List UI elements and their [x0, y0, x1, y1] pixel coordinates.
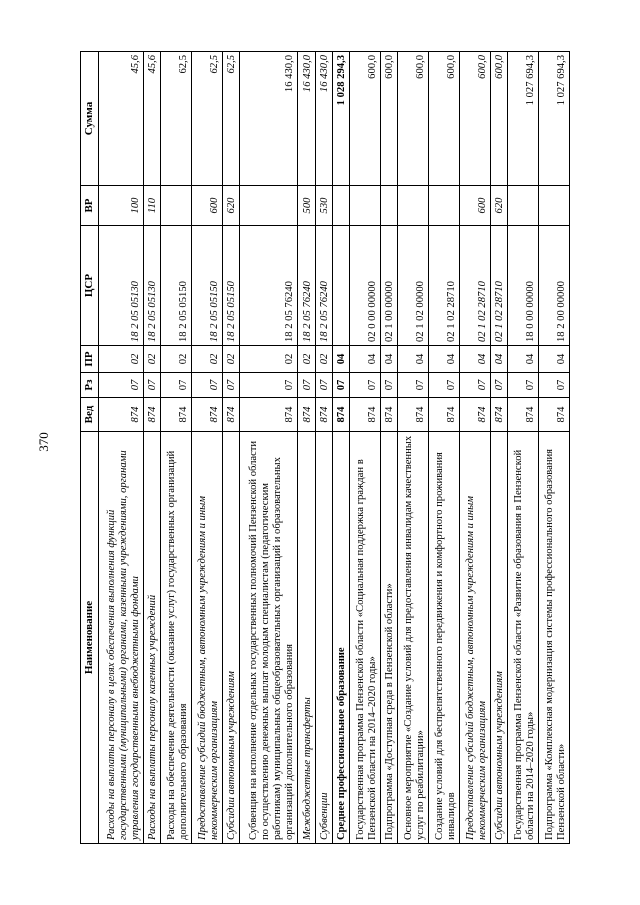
cell-csr: 18 0 00 00000: [508, 226, 539, 346]
page-number: 370: [36, 432, 51, 452]
table-row: [239, 52, 297, 844]
cell-sum: 16 430,0: [298, 52, 315, 186]
cell-rz: 07: [143, 373, 160, 398]
cell-name: Предоставление субсидий бюджетным, автономным учреждениям и иным некоммерческим организациям: [459, 432, 490, 844]
cell-rz: 07: [380, 373, 397, 398]
cell-name: Субсидии автономным учреждениям: [490, 432, 507, 844]
cell-name: Расходы на обеспечение деятельности (оказание услуг) государственных организаций дополнительного образования: [160, 432, 191, 844]
table-row: [349, 52, 380, 844]
cell-ved: 874: [428, 398, 459, 432]
table-row: [298, 52, 315, 844]
cell-vr: 500: [298, 186, 315, 226]
cell-name: Субвенция на исполнение отдельных государственных полномочий Пензенской области по осуществлению денежных выплат молодым специалистам (педагогическим работникам) муниципальных общеобразовательных организаций и образовательных организаций дополнительного образования: [239, 432, 297, 844]
table-row: [315, 52, 332, 844]
cell-vr: [508, 186, 539, 226]
cell-csr: [332, 226, 349, 346]
budget-table: [80, 51, 570, 844]
cell-pr: 02: [191, 346, 222, 373]
table-row: [191, 52, 222, 844]
cell-sum: 45,6: [99, 52, 144, 186]
cell-csr: 18 2 05 05150: [191, 226, 222, 346]
cell-sum: 1 028 294,3: [332, 52, 349, 186]
cell-sum: 62,5: [191, 52, 222, 186]
cell-sum: 600,0: [459, 52, 490, 186]
cell-vr: 600: [191, 186, 222, 226]
cell-sum: 1 027 694,3: [508, 52, 539, 186]
cell-pr: 04: [380, 346, 397, 373]
cell-sum: 600,0: [398, 52, 429, 186]
cell-rz: 07: [99, 373, 144, 398]
cell-name: Государственная программа Пензенской области «Социальная поддержка граждан в Пензенской области на 2014–2020 годы»: [349, 432, 380, 844]
cell-ved: 874: [191, 398, 222, 432]
cell-rz: 07: [191, 373, 222, 398]
header-csr: ЦСР: [81, 226, 99, 346]
cell-name: Создание условий для беспрепятственного передвижения и комфортного проживания инвалидов: [428, 432, 459, 844]
cell-name: Расходы на выплаты персоналу в целях обеспечения выполнения функций государственными (муниципальными) органами, казенными учреждениями, органами управления государственными внебюджетными фондами: [99, 432, 144, 844]
cell-pr: 02: [143, 346, 160, 373]
table-row: [222, 52, 239, 844]
cell-vr: 100: [99, 186, 144, 226]
cell-csr: 18 2 05 76240: [298, 226, 315, 346]
cell-csr: 02 1 02 28710: [459, 226, 490, 346]
cell-vr: [538, 186, 569, 226]
cell-ved: 874: [459, 398, 490, 432]
cell-vr: 620: [222, 186, 239, 226]
cell-rz: 07: [239, 373, 297, 398]
table-header-row: [81, 52, 99, 844]
cell-ved: 874: [160, 398, 191, 432]
cell-sum: 600,0: [349, 52, 380, 186]
cell-pr: 04: [332, 346, 349, 373]
cell-rz: 07: [315, 373, 332, 398]
cell-ved: 874: [239, 398, 297, 432]
cell-csr: 18 2 05 05150: [160, 226, 191, 346]
cell-rz: 07: [349, 373, 380, 398]
cell-ved: 874: [349, 398, 380, 432]
cell-ved: 874: [508, 398, 539, 432]
cell-pr: 02: [239, 346, 297, 373]
cell-pr: 04: [490, 346, 507, 373]
cell-csr: 18 2 05 76240: [239, 226, 297, 346]
cell-csr: 18 2 05 05150: [222, 226, 239, 346]
cell-rz: 07: [332, 373, 349, 398]
header-vr: ВР: [81, 186, 99, 226]
cell-vr: 600: [459, 186, 490, 226]
cell-vr: [349, 186, 380, 226]
cell-pr: 02: [99, 346, 144, 373]
table-row: [143, 52, 160, 844]
cell-vr: 110: [143, 186, 160, 226]
cell-ved: 874: [380, 398, 397, 432]
cell-name: Предоставление субсидий бюджетным, автономным учреждениям и иным некоммерческим организациям: [191, 432, 222, 844]
cell-csr: 02 1 00 00000: [380, 226, 397, 346]
cell-name: Подпрограмма «Доступная среда в Пензенской области»: [380, 432, 397, 844]
cell-pr: 02: [222, 346, 239, 373]
table-row: [332, 52, 349, 844]
cell-pr: 04: [459, 346, 490, 373]
cell-vr: [332, 186, 349, 226]
cell-pr: 02: [298, 346, 315, 373]
cell-name: Субвенции: [315, 432, 332, 844]
cell-vr: 530: [315, 186, 332, 226]
cell-pr: 04: [508, 346, 539, 373]
cell-sum: 45,6: [143, 52, 160, 186]
cell-rz: 07: [298, 373, 315, 398]
cell-pr: 04: [538, 346, 569, 373]
cell-name: Государственная программа Пензенской области «Развитие образования в Пензенской области на 2014–2020 годы»: [508, 432, 539, 844]
table-body: [99, 52, 570, 844]
table-row: [508, 52, 539, 844]
cell-vr: [239, 186, 297, 226]
header-ved: Вед: [81, 398, 99, 432]
cell-rz: 07: [222, 373, 239, 398]
cell-pr: 02: [160, 346, 191, 373]
cell-name: Подпрограмма «Комплексная модернизация системы профессионального образования Пензенской области»: [538, 432, 569, 844]
cell-csr: 02 1 02 00000: [398, 226, 429, 346]
cell-sum: 600,0: [490, 52, 507, 186]
header-rz: Рз: [81, 373, 99, 398]
cell-name: Среднее профессиональное образование: [332, 432, 349, 844]
cell-vr: [428, 186, 459, 226]
cell-csr: 18 2 00 00000: [538, 226, 569, 346]
cell-rz: 07: [538, 373, 569, 398]
table-row: [538, 52, 569, 844]
cell-csr: 02 0 00 00000: [349, 226, 380, 346]
header-name: Наименование: [81, 432, 99, 844]
cell-ved: 874: [332, 398, 349, 432]
cell-csr: 02 1 02 28710: [428, 226, 459, 346]
rotated-table-container: [80, 52, 570, 844]
cell-name: Межбюджетные трансферты: [298, 432, 315, 844]
cell-sum: 600,0: [380, 52, 397, 186]
cell-ved: 874: [143, 398, 160, 432]
cell-ved: 874: [490, 398, 507, 432]
cell-rz: 07: [459, 373, 490, 398]
cell-rz: 07: [490, 373, 507, 398]
cell-name: Основное мероприятие «Создание условий для предоставления инвалидам качественных услуг по реабилитации»: [398, 432, 429, 844]
cell-vr: 620: [490, 186, 507, 226]
header-sum: Сумма: [81, 52, 99, 186]
cell-sum: 16 430,0: [315, 52, 332, 186]
cell-pr: 02: [315, 346, 332, 373]
cell-rz: 07: [508, 373, 539, 398]
cell-sum: 62,5: [160, 52, 191, 186]
cell-csr: 18 2 05 05130: [143, 226, 160, 346]
cell-sum: 1 027 694,3: [538, 52, 569, 186]
table-row: [490, 52, 507, 844]
table-row: [380, 52, 397, 844]
cell-rz: 07: [428, 373, 459, 398]
cell-vr: [160, 186, 191, 226]
table-row: [99, 52, 144, 844]
table-row: [398, 52, 429, 844]
table-row: [428, 52, 459, 844]
cell-pr: 04: [349, 346, 380, 373]
table-row: [160, 52, 191, 844]
cell-name: Расходы на выплаты персоналу казенных учреждений: [143, 432, 160, 844]
cell-ved: 874: [222, 398, 239, 432]
cell-rz: 07: [160, 373, 191, 398]
cell-sum: 600,0: [428, 52, 459, 186]
cell-ved: 874: [315, 398, 332, 432]
cell-sum: 16 430,0: [239, 52, 297, 186]
cell-vr: [398, 186, 429, 226]
cell-csr: 18 2 05 05130: [99, 226, 144, 346]
cell-pr: 04: [398, 346, 429, 373]
cell-pr: 04: [428, 346, 459, 373]
cell-ved: 874: [99, 398, 144, 432]
cell-csr: 02 1 02 28710: [490, 226, 507, 346]
table-row: [459, 52, 490, 844]
header-pr: ПР: [81, 346, 99, 373]
cell-ved: 874: [298, 398, 315, 432]
cell-name: Субсидии автономным учреждениям: [222, 432, 239, 844]
cell-vr: [380, 186, 397, 226]
cell-ved: 874: [398, 398, 429, 432]
cell-sum: 62,5: [222, 52, 239, 186]
cell-csr: 18 2 05 76240: [315, 226, 332, 346]
cell-rz: 07: [398, 373, 429, 398]
cell-ved: 874: [538, 398, 569, 432]
